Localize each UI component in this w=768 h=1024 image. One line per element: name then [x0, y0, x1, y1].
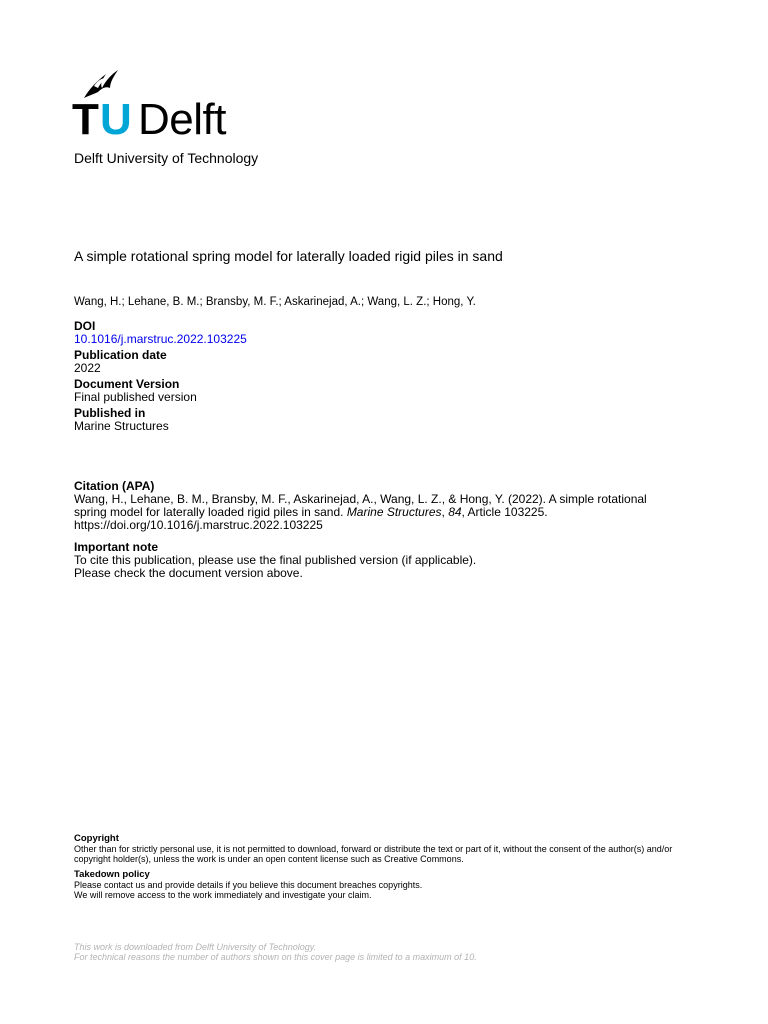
takedown-line1: Please contact us and provide details if you believe this document breaches copyrights.: [74, 880, 423, 890]
important-note-section: [74, 541, 694, 580]
takedown-section: [74, 869, 694, 900]
document-version-section: [74, 378, 694, 404]
logo-letter-u: U: [100, 95, 132, 144]
citation-section: [74, 480, 654, 532]
copyright-label: Copyright: [74, 833, 119, 844]
citation-text: [74, 493, 654, 532]
citation-url[interactable]: https://doi.org/10.1016/j.marstruc.2022.103225: [74, 518, 323, 532]
doi-section: [74, 320, 694, 346]
publication-date-label: Publication date: [74, 348, 167, 362]
author-list: Wang, H.; Lehane, B. M.; Bransby, M. F.; Askarinejad, A.; Wang, L. Z.; Hong, Y.: [74, 296, 476, 308]
logo-word-delft: Delft: [138, 95, 226, 144]
document-version-label: Document Version: [74, 377, 180, 391]
doi-label: DOI: [74, 319, 96, 333]
paper-title: A simple rotational spring model for laterally loaded rigid piles in sand: [74, 248, 503, 264]
publication-date-section: [74, 349, 694, 375]
citation-volume: 84: [448, 505, 462, 519]
important-note-label: Important note: [74, 540, 158, 554]
citation-article: , Article 103225.: [461, 505, 548, 519]
citation-body: Wang, H., Lehane, B. M., Bransby, M. F., Askarinejad, A., Wang, L. Z., & Hong, Y. (2022). A simple rotational spring model for laterally loaded rigid piles in sand.: [74, 492, 647, 519]
takedown-label: Takedown policy: [74, 869, 150, 880]
university-name: Delft University of Technology: [74, 150, 259, 166]
footer-note: [74, 942, 694, 962]
document-version-value: Final published version: [74, 390, 197, 404]
citation-label: Citation (APA): [74, 479, 155, 493]
published-in-value: Marine Structures: [74, 419, 169, 433]
logo-letter-t: T: [72, 95, 99, 144]
citation-sep: ,: [441, 505, 449, 519]
doi-link[interactable]: 10.1016/j.marstruc.2022.103225: [74, 332, 247, 346]
publication-date-value: 2022: [74, 361, 101, 375]
important-note-line1: To cite this publication, please use the final published version (if applicable).: [74, 553, 477, 567]
tudelft-logo: [72, 66, 262, 144]
footer-line2: For technical reasons the number of authors shown on this cover page is limited to a maximum of 10.: [74, 952, 477, 962]
copyright-section: [74, 833, 694, 864]
important-note-line2: Please check the document version above.: [74, 566, 303, 580]
published-in-section: [74, 407, 694, 433]
copyright-text: Other than for strictly personal use, it is not permitted to download, forward or distribute the text or part of it, without the consent of the author(s) and/or copyright holder(s), unless the work is under an open content license such as Creative Commons.: [74, 844, 673, 864]
takedown-line2: We will remove access to the work immediately and investigate your claim.: [74, 890, 372, 900]
footer-line1: This work is downloaded from Delft University of Technology.: [74, 942, 317, 952]
published-in-label: Published in: [74, 406, 146, 420]
citation-journal: Marine Structures: [346, 505, 442, 519]
